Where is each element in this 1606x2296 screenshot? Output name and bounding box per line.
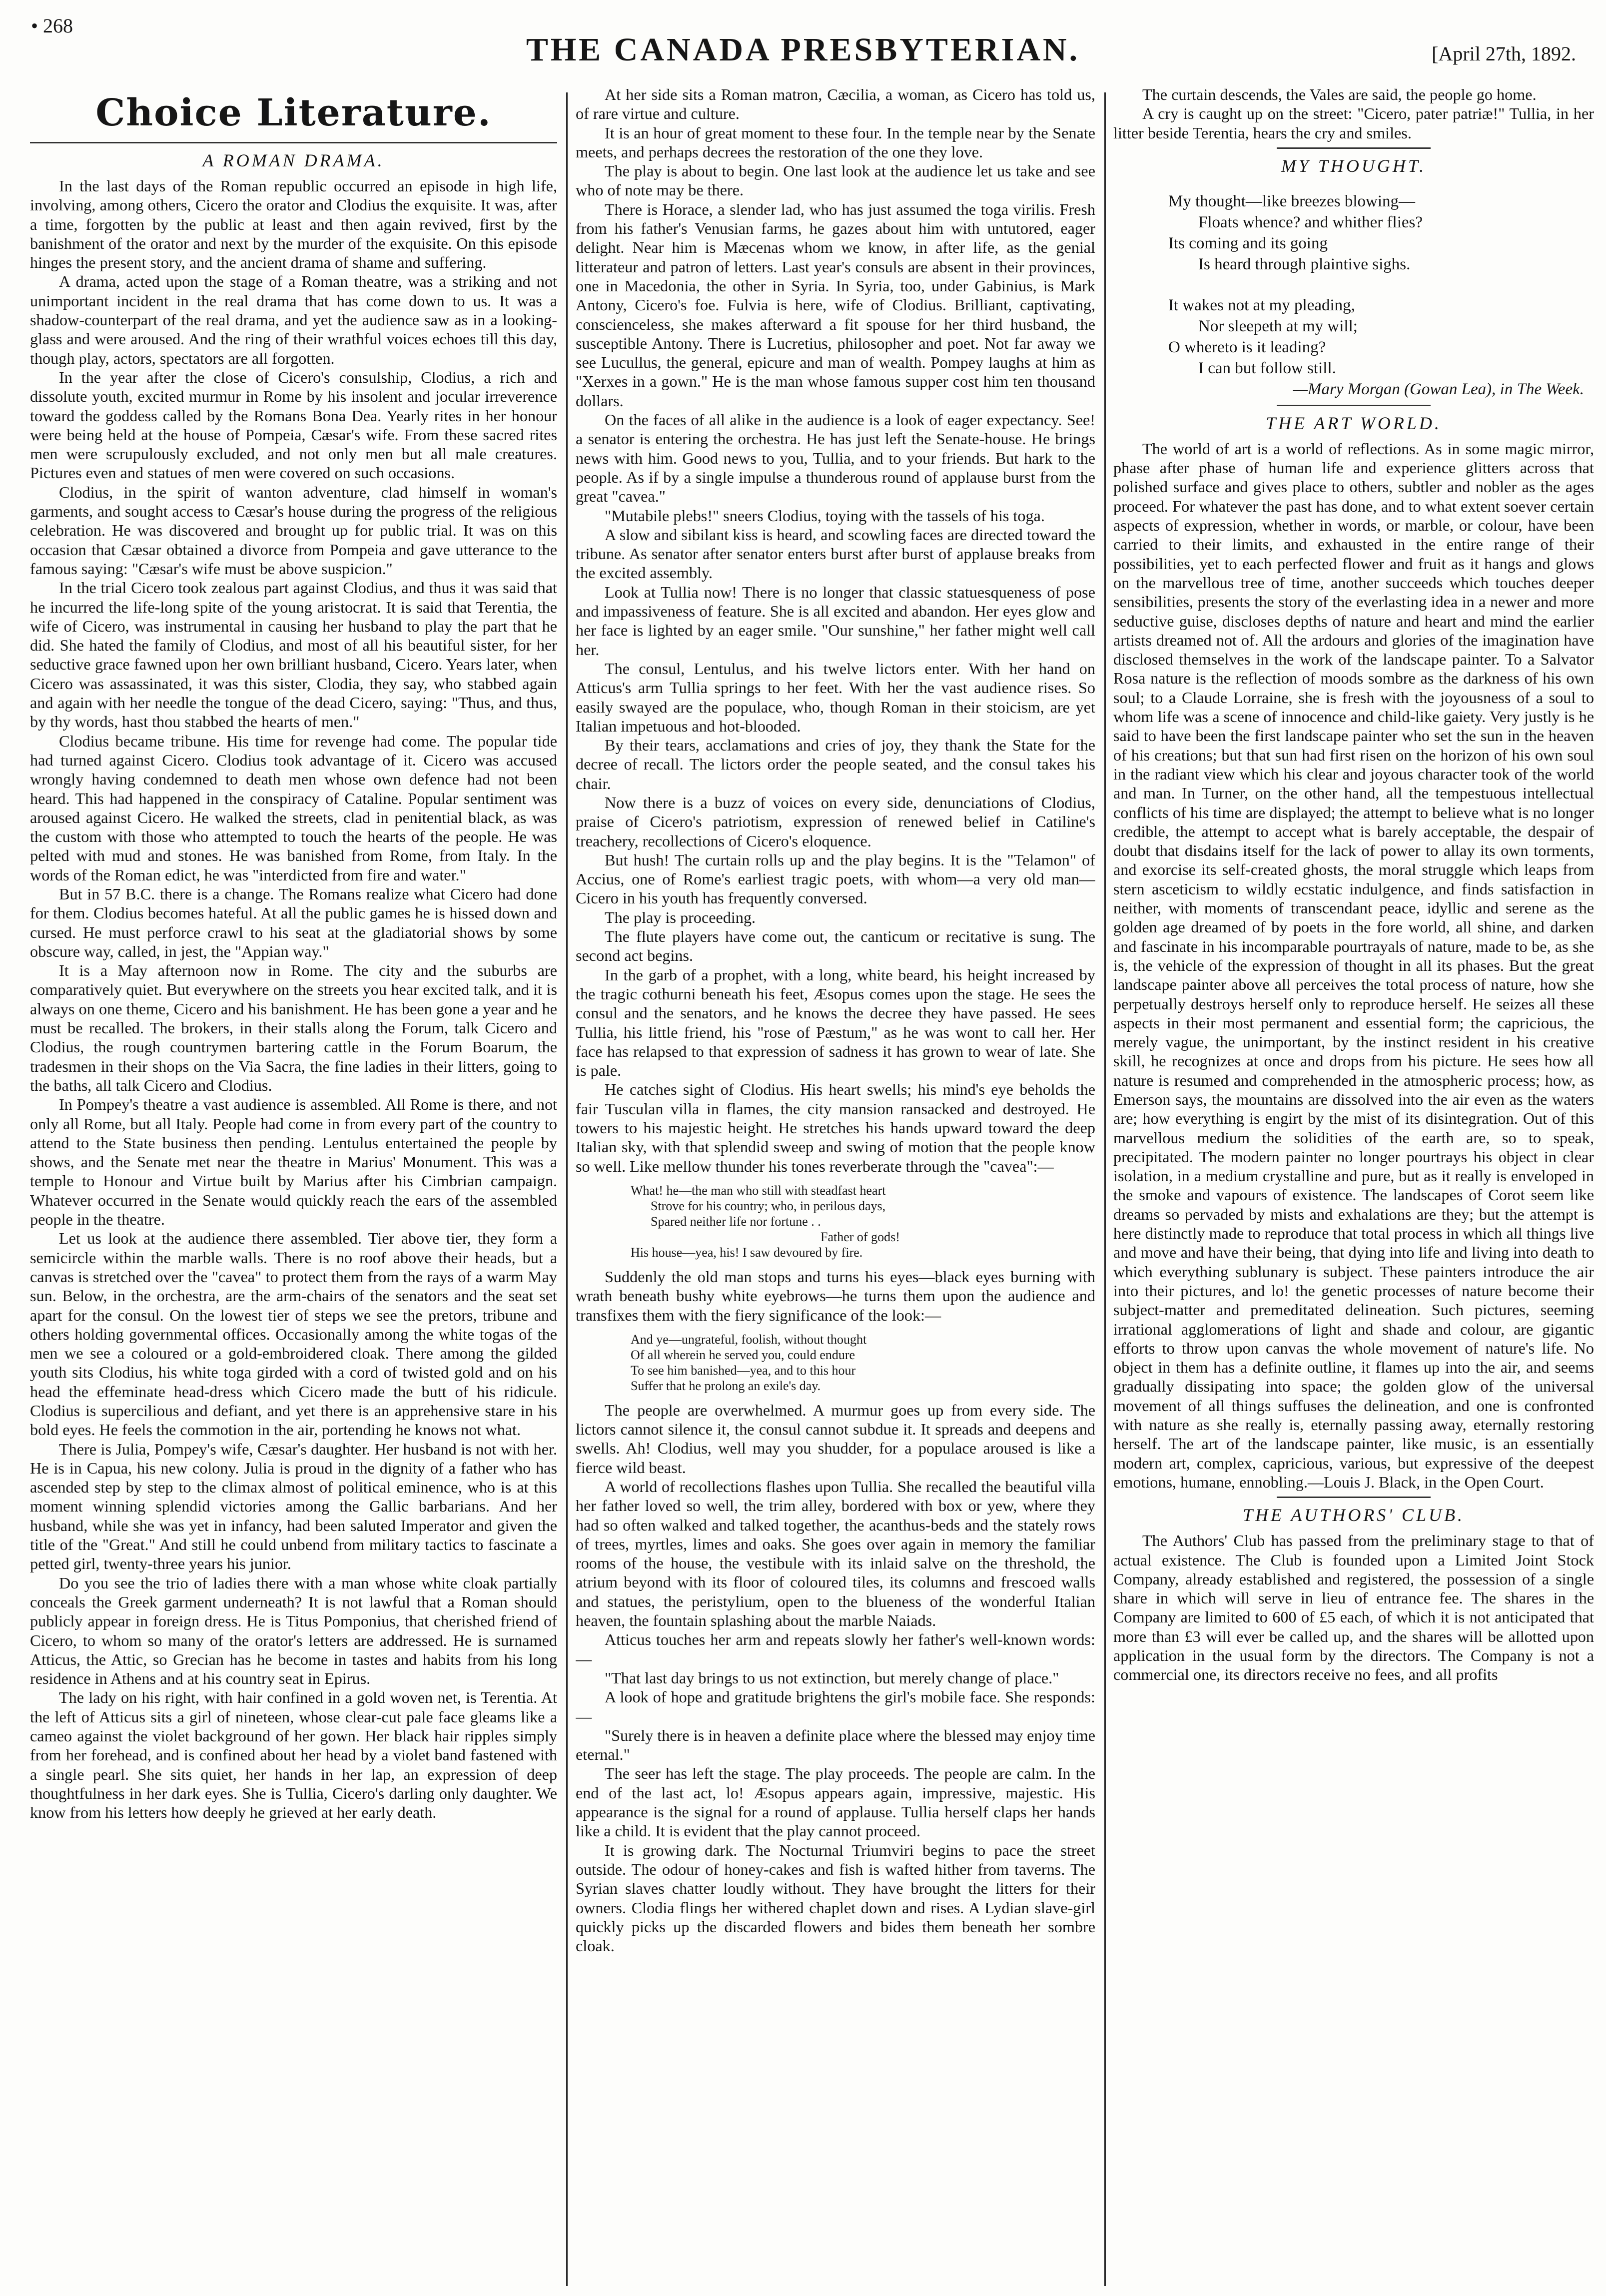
article-paragraph: At her side sits a Roman matron, Cæcilia, a woman, as Cicero has told us, of rare virtue and culture.: [576, 85, 1095, 123]
article-paragraph: Clodius, in the spirit of wanton adventure, clad himself in woman's garments, and sought access to Cæsar's house during the progress of the religious celebration. He was discovered and brought up for public trial. It was on this occasion that Cæsar obtained a divorce from Pompeia and gave utterance to the famous saying: "Cæsar's wife must be above suspicion.": [30, 483, 557, 578]
stanza-break: [1168, 275, 1594, 295]
article-paragraph: A cry is caught up on the street: "Cicero, pater patriæ!" Tullia, in her litter beside Terentia, hears the cry and smiles.: [1113, 104, 1594, 142]
article-paragraph: The consul, Lentulus, and his twelve lictors enter. With her hand on Atticus's arm Tullia springs to her feet. With her the vast audience rises. So easily swayed are the populace, who, though Roman in their stoicism, are yet Italian impetuous and hot-blooded.: [576, 659, 1095, 735]
article-paragraph: It is a May afternoon now in Rome. The city and the suburbs are comparatively quiet. But everywhere on the streets you hear excited talk, and it is always on one theme, Cicero and his banishment. He has been gone a year and he must be recalled. The brokers, in their stalls along the Forum, talk Cicero and Clodius, the rough countrymen bartering cattle in the Forum Boarum, the tradesmen in their shops on the Via Sacra, the fine ladies in their litters, going to the baths, all talk Cicero and Clodius.: [30, 961, 557, 1094]
page-number: • 268: [31, 14, 73, 37]
article-paragraph: In the trial Cicero took zealous part against Clodius, and thus it was said that he incurred the life-long spite of the young aristocrat. It is said that Terentia, the wife of Cicero, was instrumental in causing her husband to play the part that he did. She hated the family of Clodius, and most of all his beautiful sister, for her seductive grace fawned upon her own brilliant husband, Cicero. Years later, when Cicero was assassinated, it was this sister, Clodia, they say, who stabbed again and again with her needle the tongue of the dead Cicero, saying: "Thus, and thus, by thy words, hast thou stabbed the hearts of men.": [30, 579, 557, 731]
article-paragraph: Clodius became tribune. His time for revenge had come. The popular tide had turned against Cicero. Clodius took advantage of it. Cicero was accused wrongly having condemned to death men whose own defence had not been heard. This had happened in the conspiracy of Cataline. Popular sentiment was aroused against Cicero. He walked the streets, clad in penitential black, as was the custom with those who attempted to touch the hearts of the people. He was pelted with mud and stones. He was banished from Rome, from Italy. In the words of the Roman edict, he was "interdicted from fire and water.": [30, 732, 557, 884]
article-paragraph: Suddenly the old man stops and turns his eyes—black eyes burning with wrath beneath bushy white eyebrows—he turns them upon the audience and transfixes them with the fiery significance of the look:—: [576, 1267, 1095, 1324]
masthead: [0, 0, 1606, 75]
article-paragraph: But hush! The curtain rolls up and the play begins. It is the "Telamon" of Accius, one of Rome's earliest tragic poets, with whom—a very old man—Cicero in his youth has frequently conversed.: [576, 850, 1095, 907]
poem-line: Nor sleepeth at my will;: [1198, 317, 1358, 335]
article-paragraph: In the year after the close of Cicero's consulship, Clodius, a rich and dissolute youth, excited murmur in Rome by his insolent and jocular irreverence toward the goddess called by the Romans Bona Dea. Yearly rites in her honour were being held at the house of Pompeia, Cæsar's wife. From these sacred rites men were scrupulously excluded, and not only men but all male creatures. Pictures even and statues of men were covered on such occasions.: [30, 368, 557, 482]
section-rule: [30, 142, 557, 143]
poem-attribution: —Mary Morgan (Gowan Lea), in The Week.: [1293, 380, 1584, 398]
newspaper-title: THE CANADA PRESBYTERIAN.: [526, 31, 1080, 68]
article-title-art-world: THE ART WORLD.: [1266, 413, 1442, 433]
poem-my-thought: [1168, 191, 1594, 400]
article-paragraph: In Pompey's theatre a vast audience is assembled. All Rome is there, and not only all Rome, but all Italy. People had come in from every part of the country to attend to the State business then pending. Lentulus entertained the people by shows, and the Senate met near the theatre in Marius' Monument. This was a temple to Honour and Virtue built by Marius after his Cimbrian campaign. Whatever occurred in the Senate would quickly reach the ears of the assembled people in the theatre.: [30, 1095, 557, 1229]
article-title-my-thought: MY THOUGHT.: [1281, 155, 1427, 176]
article-paragraph: In the last days of the Roman republic occurred an episode in high life, involving, among others, Cicero the orator and Clodius the exquisite. It was, after a time, forgotten by the public at least and then again revived, first by the banishment of the orator and next by the murder of the exquisite. On this episode hinges the present story, and the ancient drama of shame and suffering.: [30, 177, 557, 272]
article-paragraph: "Mutabile plebs!" sneers Clodius, toying with the tassels of his toga.: [605, 506, 1045, 525]
column-rule-1: [566, 92, 568, 2286]
poem-line: Floats whence? and whither flies?: [1198, 213, 1423, 231]
article-paragraph: Do you see the trio of ladies there with a man whose white cloak partially conceals the Greek garment underneath? It is not lawful that a Roman should publicly appear in foreign dress. He is Titus Pomponius, that cherished friend of Cicero, to whom so many of the orator's letters are addressed. He is surnamed Atticus, the Attic, so Grecian has he become in tastes and habits from his long residence in Athens and at his country seat in Epirus.: [30, 1573, 557, 1688]
verse-line: And ye—ungrateful, foolish, without thought: [631, 1332, 867, 1347]
article-paragraph: Atticus touches her arm and repeats slowly her father's well-known words:—: [576, 1630, 1095, 1668]
article-paragraph: A look of hope and gratitude brightens the girl's mobile face. She responds:—: [576, 1688, 1095, 1725]
article-paragraph: He catches sight of Clodius. His heart swells; his mind's eye beholds the fair Tusculan villa in flames, the city mansion ransacked and destroyed. He towers to his majestic height. He stretches his hands upward toward the deep Italian sky, with that splendid sweep and swing of motion that the people know so well. Like mellow thunder his tones reverberate through the "cavea":—: [576, 1080, 1095, 1175]
article-paragraph: It is an hour of great moment to these four. In the temple near by the Senate meets, and perhaps decrees the restoration of the one they love.: [576, 123, 1095, 161]
section-title: Choice Literature.: [95, 91, 492, 134]
verse-line: To see him banished—yea, and to this hour: [631, 1363, 856, 1378]
article-paragraph: There is Horace, a slender lad, who has just assumed the toga virilis. Fresh from his father's Venusian farms, he gazes about him with untutored, eager delight. Near him is Mæcenas whom we know, in after life, as the genial litterateur and patron of letters. Last year's consuls are absent in their provinces, one in Macedonia, the other in Syria. In Syria, too, under Gabinius, is Mark Antony, Cicero's foe. Fulvia is here, wife of Clodius. Brilliant, captivating, conscienceless, she makes afterward a fit spouse for her third husband, the susceptible Antony. There is Lucretius, philosopher and poet. Not far away we see Lucullus, the general, epicure and man of wealth. Pompey laughs at him as "Xerxes in a gown." He is the man whose famous supper cost him ten thousand dollars.: [576, 200, 1095, 410]
verse-line: Strove for his country; who, in perilous days,: [651, 1198, 886, 1213]
poem-line: Its coming and its going: [1168, 234, 1328, 252]
poem-line: It wakes not at my pleading,: [1168, 296, 1355, 314]
article-paragraph: The curtain descends, the Vales are said, the people go home.: [1142, 85, 1537, 103]
article-rule: [1277, 147, 1431, 149]
article-paragraph: On the faces of all alike in the audience is a look of eager expectancy. See! a senator is entering the orchestra. He has just left the Senate-house. He brings news with him. Good news to you, Tullia, and to your friends. But hark to the people. As if by a single impulse a thunderous round of applause burst from the great "cavea.": [576, 411, 1095, 506]
poem-line: My thought—like breezes blowing—: [1168, 192, 1416, 210]
verse-block: [631, 1183, 1095, 1260]
article-rule: [1277, 1497, 1431, 1498]
article-paragraph: "That last day brings to us not extinction, but merely change of place.": [605, 1668, 1059, 1687]
issue-date: [April 27th, 1892.: [1432, 42, 1576, 65]
verse-line: Spared neither life nor fortune . .: [651, 1214, 821, 1229]
article-paragraph: Let us look at the audience there assembled. Tier above tier, they form a semicircle within the marble walls. There is no roof above their heads, but a canvas is stretched over the "cavea" to protect them from the rays of a warm May sun. Below, in the orchestra, are the arm-chairs of the senators and the seat set apart for the consul. On the lowest tier of steps we see the pretors, tribune and others holding governmental offices. Occasionally among the white togas of the men we see a coloured or a gold-embroidered cloak. There among the gilded youth sits Clodius, his white toga girded with a cord of twisted gold and on his head the effeminate head-dress which Cicero made the butt of his ridicule. Clodius is supercilious and defiant, and yet there is an apprehensive stare in his bold eyes. He feels the commotion in the air, portending he knows not what.: [30, 1229, 557, 1439]
poem-line: Is heard through plaintive sighs.: [1198, 255, 1411, 273]
article-paragraph: By their tears, acclamations and cries of joy, they thank the State for the decree of recall. The lictors order the people seated, and the consul takes his chair.: [576, 736, 1095, 792]
verse-line: Father of gods!: [820, 1229, 900, 1244]
article-paragraph: The play is proceeding.: [605, 908, 756, 926]
article-paragraph: The flute players have come out, the canticum or recitative is sung. The second act begins.: [576, 927, 1095, 965]
article-paragraph: The Authors' Club has passed from the preliminary stage to that of actual existence. The Club is founded upon a Limited Joint Stock Company, already established and registered, the possession of a single share in which will serve in lieu of entrance fee. The shares in the Company are limited to 600 of £5 each, of which it is not anticipated that more than £3 will ever be called up, and the shares will be allotted upon application in the usual form by the directors. The Company is not a commercial one, its directors receive no fees, and all profits: [1113, 1531, 1594, 1684]
article-paragraph: The play is about to begin. One last look at the audience let us take and see who of note may be there.: [576, 162, 1095, 199]
article-paragraph: Now there is a buzz of voices on every side, denunciations of Clodius, praise of Cicero's patriotism, expression of renewed belief in Catiline's treachery, recollections of Cicero's eloquence.: [576, 793, 1095, 850]
article-paragraph: A slow and sibilant kiss is heard, and scowling faces are directed toward the tribune. As senator after senator enters burst after burst of applause breaks from the excited assembly.: [576, 525, 1095, 582]
article-paragraph: A world of recollections flashes upon Tullia. She recalled the beautiful villa her father loved so well, the trim alley, bordered with box or yew, where they had so often walked and talked together, the acanthus-beds and the stately rows of trees, myrtles, limes and oaks. She goes over again in memory the familiar rooms of the house, the vestibule with its inlaid salve on the threshold, the atrium beyond with its floor of coloured tiles, its columns and frescoed walls and statues, the peristylium, open to the blueness of the wonderful Italian heaven, the fountain splashing about the marble Naiads.: [576, 1478, 1095, 1630]
article-paragraph: But in 57 B.C. there is a change. The Romans realize what Cicero had done for them. Clodius becomes hateful. At all the public games he is hissed down and cursed. He must perforce crawl to his seat at the gladiatorial shows by some obscure way, called, in jest, the "Appian way.": [30, 884, 557, 960]
poem-line: O whereto is it leading?: [1168, 338, 1326, 356]
article-paragraph: The world of art is a world of reflections. As in some magic mirror, phase after phase of human life and experience glitters across that polished surface and gives place to others, subtler and nobler as the ages proceed. For whatever the past has done, and to what extent soever certain aspects of expression, whether in words, or marble, or colour, have been carried to their limits, and exhausted in the entire range of their possibilities, yet to each perfected flower and fruit as it hangs and glows on the marvellous tree of time, another succeeds which touches deeper sensibilities, presents the story of the everlasting idea in a newer and more seductive guise, discloses depths of nature and heart and mind the earlier artists dreamed not of. All the ardours and glories of the imagination have disclosed themselves in the work of the landscape painter. To a Salvator Rosa nature is the reflection of moods sombre as the darkness of his own soul; to a Claude Lorraine, she is fresh with the joyousness of a soul to whom life was a scene of innocence and child-like gaiety. Very justly is he said to have been the first landscape painter who set the sun in the heaven of his creations; but that sun had first risen on the horizon of his own soul in the radiant view which his clear and joyous character took of the world and man. In Turner, on the other hand, all the tempestuous intellectual conflicts of his time are displayed; the attempt to believe what is no longer credible, the attempt to accept what is barely acceptable, the despair of doubt that disdains itself for the lack of power to allay its own torments, and exorcise its self-created ghosts, the moral struggle which leaps from stern asceticism to wildly ecstatic indulgence, and finds satisfaction in neither, with moments of transcendant peace, idyllic and serene as the golden age dreamed of by poets in the fore world, all shine, and darken and fascinate in his incomparable pourtrayals of nature, made to be, as she is, the vehicle of the expression of thought in all its phases. But the great landscape painter above all perceives the total process of nature, how she perpetually destroys herself only to reproduce herself. He seizes all these aspects in their most permanent and essential form; the capricious, the merely vague, the unimportant, by the instinct resident in his creative skill, he recognizes at once and drops from his picture. He sees how all nature is resumed and comprehended in the atmospheric process; how, as Emerson says, the mountains are dissolved into the air even as the waters are; how everything is engirt by the mist of its disintegration. Out of this marvellous medium the solidities of the earth are, so to speak, precipitated. The modern painter no longer pourtrays his object in clear isolation, in a medium crystalline and pure, but as it really is enveloped in the smoke and vapours of existence. The landscapes of Corot seem like dreams so pervaded by mists and exhalations are they; but the attempt is here distinctly made to reproduce that total process in which all things live and move and have their being, that dying into life and living into death to which everything sublunary is subject. These painters introduce the air into their pictures, and lo! the genetic processes of nature become their subject-matter and premeditated delineation. Such pictures, seeming irrational agglomerations of light and shade and colour, are gigantic efforts to throw upon canvas the whole movement of nature's life. No object in them has a definite outline, it flames up into the air, and seems gradually dissipating into space; the golden glow of the universal movement of all things suffuses the delineation, and one is confronted with nature as she really is, eternally passing away, eternally restoring herself. The art of the landscape painter, like music, is an essentially modern art, complex, capricious, various, but expressive of the deepest emotions, humane, ennobling.—Louis J. Black, in the Open Court.: [1113, 439, 1594, 1491]
verse-line: His house—yea, his! I saw devoured by fire.: [631, 1245, 863, 1260]
article-paragraph: The people are overwhelmed. A murmur goes up from every side. The lictors cannot silence it, the consul cannot subdue it. It spreads and deepens and swells. Ah! Clodius, well may you shudder, for a populace aroused is like a fierce wild beast.: [576, 1401, 1095, 1477]
verse-block: [631, 1332, 1095, 1394]
verse-line: Suffer that he prolong an exile's day.: [631, 1378, 821, 1393]
article-rule: [1277, 405, 1431, 406]
article-title-authors-club: THE AUTHORS' CLUB.: [1242, 1505, 1465, 1526]
column-middle: [576, 85, 1095, 2284]
column-right: [1113, 85, 1594, 2284]
article-paragraph: There is Julia, Pompey's wife, Cæsar's daughter. Her husband is not with her. He is in Capua, his new colony. Julia is proud in the dignity of a father who has ascended step by step to the climax almost of political eminence, who is at this moment winning splendid victories among the Gallic barbarians. And her husband, while she was yet in infancy, had been saluted Imperator and given the title of the "Great." And still he could unbend from military tactics to fascinate a petted girl, twenty-three years his junior.: [30, 1440, 557, 1573]
article-paragraph: The seer has left the stage. The play proceeds. The people are calm. In the end of the last act, lo! Æsopus appears again, impressive, majestic. His appearance is the signal for a round of applause. Tullia herself claps her hands like a child. It is evident that the play cannot proceed.: [576, 1764, 1095, 1840]
article-paragraph: "Surely there is in heaven a definite place where the blessed may enjoy time eternal.": [576, 1726, 1095, 1764]
article-paragraph: A drama, acted upon the stage of a Roman theatre, was a striking and not unimportant incident in the real drama that has come down to us. It was a shadow-counterpart of the real drama, and yet the audience saw as in a looking-glass and were aroused. And the ring of their wrathful voices echoes till this day, though play, actors, spectators are all forgotten.: [30, 272, 557, 367]
poem-line: I can but follow still.: [1198, 359, 1336, 377]
article-paragraph: Look at Tullia now! There is no longer that classic statuesqueness of pose and impassiveness of feature. She is all excited and abandon. Her eyes glow and her face is lighted by an eager smile. "Our sunshine," her father might well call her.: [576, 583, 1095, 659]
article-paragraph: The lady on his right, with hair confined in a gold woven net, is Terentia. At the left of Atticus sits a girl of nineteen, whose clear-cut pale face gleams like a cameo against the violet background of her gown. Her black hair ripples simply from her forehead, and is confined about her head by a violet band fastened with a single pearl. She sits quiet, her hands in her lap, an expression of deep thoughtfulness in her dark eyes. She is Tullia, Cicero's darling only daughter. We know from his letters how deeply he grieved at her early death.: [30, 1688, 557, 1822]
article-paragraph: In the garb of a prophet, with a long, white beard, his height increased by the tragic cothurni beneath his feet, Æsopus comes upon the stage. He sees the consul and the senators, and he knows the decree they have passed. He sees Tullia, his little friend, his "rose of Pæstum," as he was wont to call her. Her face has relapsed to that expression of sadness it has grown to wear of late. She is pale.: [576, 965, 1095, 1080]
verse-line: Of all wherein he served you, could endure: [631, 1347, 855, 1362]
article-paragraph: It is growing dark. The Nocturnal Triumviri begins to pace the street outside. The odour of honey-cakes and fish is wafted hither from taverns. The Syrian slaves chatter loudly without. They have brought the litters for their owners. Clodia flings her withered chaplet down and rises. A Lydian slave-girl quickly picks up the discarded flowers and bides them beneath her sombre cloak.: [576, 1841, 1095, 1955]
column-rule-2: [1104, 92, 1106, 2286]
verse-line: What! he—the man who still with steadfast heart: [631, 1183, 886, 1198]
article-title-roman-drama: A ROMAN DRAMA.: [202, 150, 385, 170]
column-left: [30, 85, 557, 2284]
